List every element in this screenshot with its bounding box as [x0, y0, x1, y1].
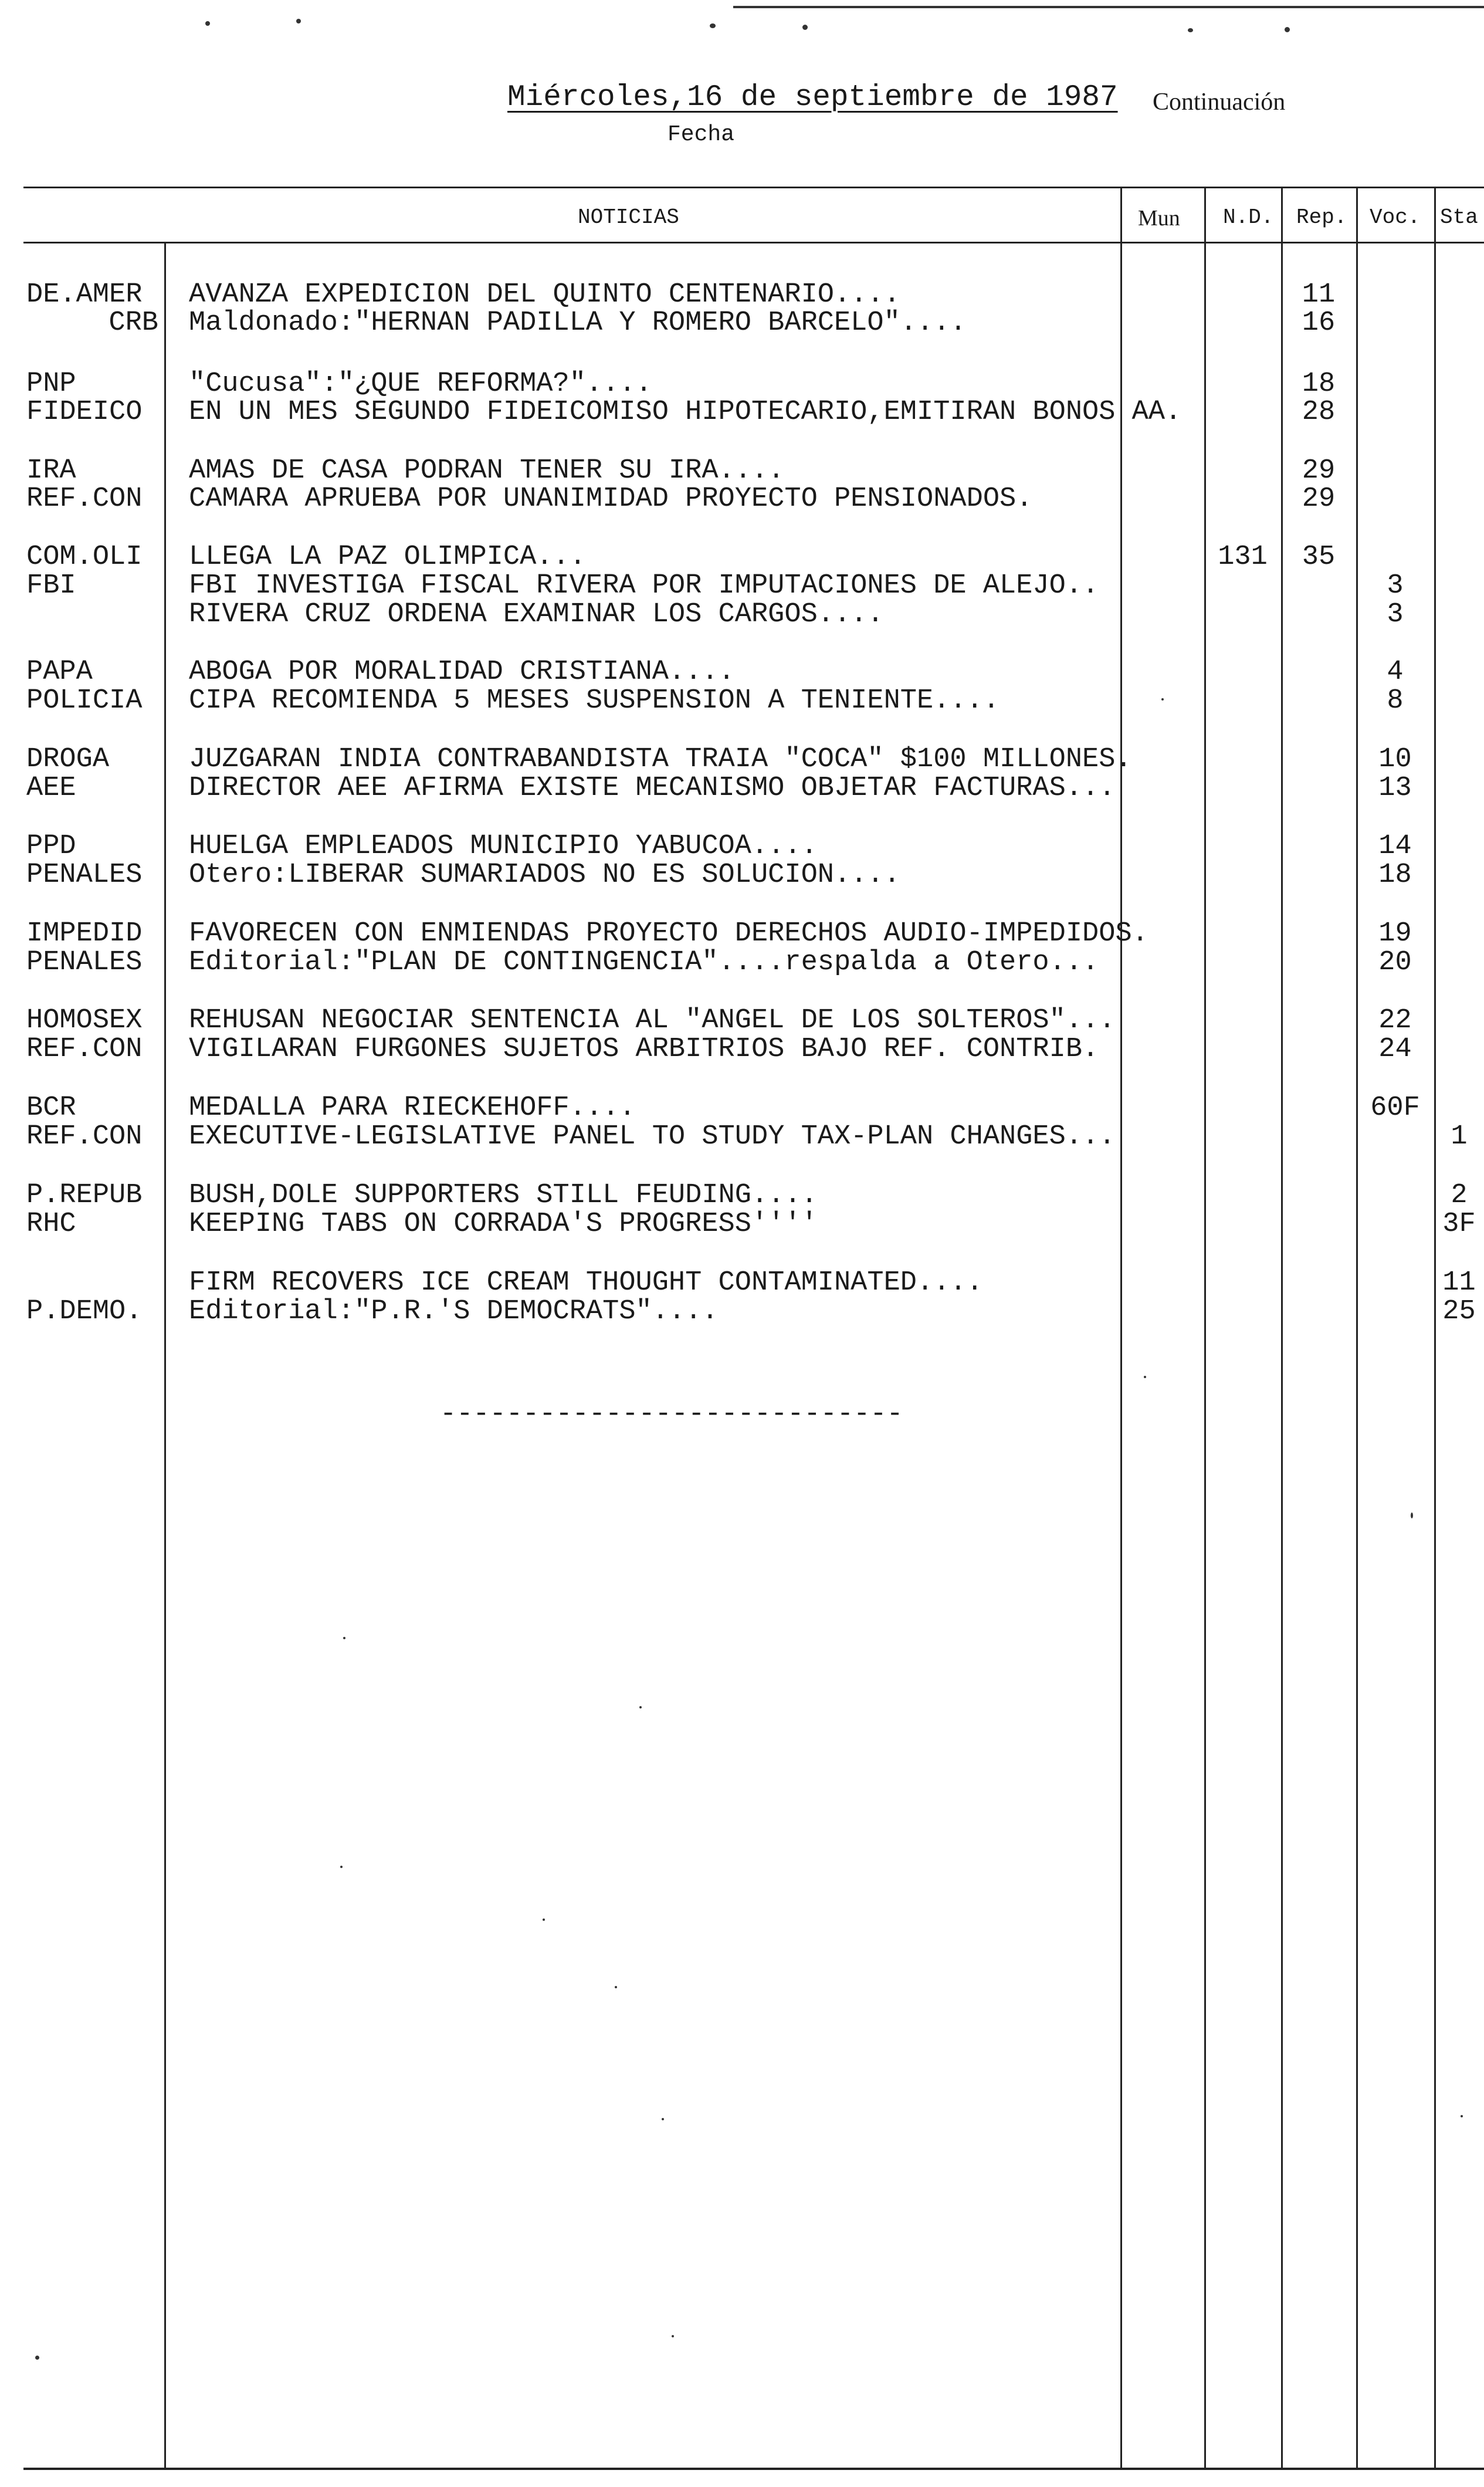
scan-speck	[672, 2335, 674, 2337]
row-category: HOMOSEX	[26, 1005, 143, 1036]
closing-dashed-rule: ----------------------------	[440, 1399, 903, 1430]
row-category: P.DEMO.	[26, 1296, 143, 1327]
table-bottom-rule	[23, 2468, 1484, 2470]
row-rep-page: 11	[1302, 279, 1336, 310]
row-category: PNP	[26, 368, 76, 400]
col-divider-category	[164, 242, 166, 2468]
row-headline: RIVERA CRUZ ORDENA EXAMINAR LOS CARGOS....	[189, 599, 884, 630]
row-headline: DIRECTOR AEE AFIRMA EXISTE MECANISMO OBJETAR FACTURAS...	[189, 773, 1116, 804]
row-headline: AVANZA EXPEDICION DEL QUINTO CENTENARIO....	[189, 279, 900, 310]
fecha-label: Fecha	[668, 122, 735, 147]
row-headline: JUZGARAN INDIA CONTRABANDISTA TRAIA "COCA" $100 MILLONES.	[189, 744, 1132, 775]
scan-speck	[543, 1918, 545, 1921]
row-headline: Editorial:"PLAN DE CONTINGENCIA"....respalda a Otero...	[189, 947, 1099, 978]
scan-speck	[1188, 28, 1193, 32]
col-header-voc: Voc.	[1370, 205, 1421, 229]
row-headline: KEEPING TABS ON CORRADA'S PROGRESS''''	[189, 1209, 818, 1240]
row-voc-page: 8	[1387, 685, 1404, 716]
row-headline: EN UN MES SEGUNDO FIDEICOMISO HIPOTECARIO,EMITIRAN BONOS AA.	[189, 397, 1182, 428]
row-voc-page: 10	[1378, 744, 1412, 775]
col-divider-rep	[1281, 187, 1283, 2468]
scan-speck	[1411, 1512, 1413, 1518]
row-headline: Editorial:"P.R.'S DEMOCRATS"....	[189, 1296, 719, 1327]
row-category: IMPEDID	[26, 918, 143, 949]
row-category: RHC	[26, 1209, 76, 1240]
row-voc-page: 19	[1378, 918, 1412, 949]
row-category: IRA	[26, 455, 76, 486]
col-divider-voc	[1356, 187, 1358, 2468]
row-rep-page: 18	[1302, 368, 1336, 400]
row-rep-page: 28	[1302, 397, 1336, 428]
scan-speck	[615, 1986, 617, 1988]
row-voc-page: 22	[1378, 1005, 1412, 1036]
row-voc-page: 60F	[1370, 1092, 1420, 1124]
row-sta-page: 11	[1442, 1267, 1476, 1298]
scan-speck	[1161, 698, 1164, 701]
row-headline: VIGILARAN FURGONES SUJETOS ARBITRIOS BAJO REF. CONTRIB.	[189, 1034, 1099, 1065]
row-headline: AMAS DE CASA PODRAN TENER SU IRA....	[189, 455, 785, 486]
row-headline: EXECUTIVE-LEGISLATIVE PANEL TO STUDY TAX-PLAN CHANGES...	[189, 1121, 1116, 1152]
row-headline: LLEGA LA PAZ OLIMPICA...	[189, 542, 586, 573]
row-headline: FBI INVESTIGA FISCAL RIVERA POR IMPUTACIONES DE ALEJO..	[189, 570, 1099, 601]
row-category: POLICIA	[26, 685, 143, 716]
scan-speck	[343, 1637, 345, 1639]
col-header-nd: N.D.	[1223, 205, 1274, 229]
scan-speck	[296, 19, 301, 23]
row-voc-page: 4	[1387, 657, 1404, 688]
row-headline: REHUSAN NEGOCIAR SENTENCIA AL "ANGEL DE LOS SOLTEROS"...	[189, 1005, 1116, 1036]
scan-speck	[639, 1706, 642, 1708]
scan-speck	[662, 2118, 664, 2120]
col-header-sta: Sta	[1440, 205, 1478, 229]
row-category: BCR	[26, 1092, 76, 1124]
row-category: COM.OLI	[26, 542, 143, 573]
table-header-rule	[23, 242, 1484, 243]
row-headline: HUELGA EMPLEADOS MUNICIPIO YABUCOA....	[189, 831, 818, 862]
row-voc-page: 3	[1387, 599, 1404, 630]
row-voc-page: 13	[1378, 773, 1412, 804]
row-category: FBI	[26, 570, 76, 601]
col-divider-nd	[1204, 187, 1206, 2468]
col-divider-mun	[1120, 187, 1122, 2468]
row-headline: Otero:LIBERAR SUMARIADOS NO ES SOLUCION....	[189, 860, 900, 891]
scan-speck	[1144, 1376, 1146, 1378]
row-voc-page: 14	[1378, 831, 1412, 862]
row-rep-page: 35	[1302, 542, 1336, 573]
scan-speck	[1461, 2115, 1463, 2117]
row-category: DE.AMER	[26, 279, 143, 310]
row-category: PENALES	[26, 947, 143, 978]
row-category: DROGA	[26, 744, 110, 775]
row-headline: FIRM RECOVERS ICE CREAM THOUGHT CONTAMINATED....	[189, 1267, 983, 1298]
row-rep-page: 29	[1302, 483, 1336, 515]
row-rep-page: 29	[1302, 455, 1336, 486]
continuation-label: Continuación	[1153, 89, 1286, 116]
col-header-mun: Mun	[1138, 206, 1180, 231]
row-headline: BUSH,DOLE SUPPORTERS STILL FEUDING....	[189, 1180, 818, 1211]
row-category: FIDEICO	[26, 397, 143, 428]
row-voc-page: 18	[1378, 860, 1412, 891]
page-date	[507, 81, 1118, 114]
row-category: PAPA	[26, 657, 93, 688]
scan-speck	[802, 25, 808, 30]
row-headline: CAMARA APRUEBA POR UNANIMIDAD PROYECTO PENSIONADOS.	[189, 483, 1033, 515]
scan-speck	[205, 21, 210, 26]
row-category: P.REPUB	[26, 1180, 143, 1211]
row-rep-page: 16	[1302, 307, 1336, 339]
col-header-rep: Rep.	[1296, 205, 1347, 229]
scan-speck	[340, 1866, 343, 1868]
row-headline: FAVORECEN CON ENMIENDAS PROYECTO DERECHOS AUDIO-IMPEDIDOS.	[189, 918, 1148, 949]
scan-speck	[710, 23, 716, 28]
row-headline: "Cucusa":"¿QUE REFORMA?"....	[189, 368, 652, 400]
row-category: PENALES	[26, 860, 143, 891]
row-sta-page: 25	[1442, 1296, 1476, 1327]
row-category: REF.CON	[26, 1034, 143, 1065]
row-category: REF.CON	[26, 483, 143, 515]
row-voc-page: 20	[1378, 947, 1412, 978]
row-sta-page: 3F	[1442, 1209, 1476, 1240]
row-headline: ABOGA POR MORALIDAD CRISTIANA....	[189, 657, 735, 688]
row-category: CRB	[109, 307, 158, 339]
scan-speck	[35, 2356, 39, 2360]
scan-speck	[1285, 27, 1290, 32]
row-headline: MEDALLA PARA RIECKEHOFF....	[189, 1092, 636, 1124]
row-voc-page: 24	[1378, 1034, 1412, 1065]
row-category: PPD	[26, 831, 76, 862]
date-text: Miércoles,16 de septiembre de 1987	[507, 81, 1118, 114]
row-headline: Maldonado:"HERNAN PADILLA Y ROMERO BARCELO"....	[189, 307, 967, 339]
row-sta-page: 1	[1451, 1121, 1468, 1152]
table-top-rule	[23, 187, 1484, 188]
row-sta-page: 2	[1451, 1180, 1468, 1211]
row-voc-page: 3	[1387, 570, 1404, 601]
row-category: REF.CON	[26, 1121, 143, 1152]
row-nd-page: 131	[1218, 542, 1268, 573]
col-header-noticias: NOTICIAS	[578, 205, 679, 229]
row-category: AEE	[26, 773, 76, 804]
row-headline: CIPA RECOMIENDA 5 MESES SUSPENSION A TENIENTE....	[189, 685, 1000, 716]
col-divider-sta	[1434, 187, 1436, 2468]
top-edge-line	[733, 6, 1484, 8]
